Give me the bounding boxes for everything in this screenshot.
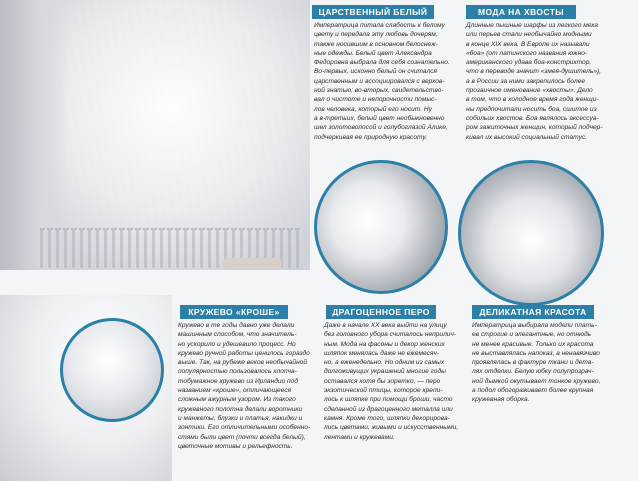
text-line: ев строгие и элегантные, но отнюдь — [472, 331, 592, 339]
text-line: ром зажиточных женщин, который подчер- — [466, 124, 603, 132]
text-line: американского удава боа-констриктор, — [466, 59, 592, 67]
text-line: шляпок менялась даже не ежемесяч- — [324, 349, 440, 357]
text-line: долгоживущих украшений многие годы — [324, 368, 446, 376]
text-line: но, а еженедельно. Но одним из самых — [324, 359, 445, 367]
text-line: лись цветами, живыми и искусственными, — [324, 424, 459, 432]
text-line: ные одежды. Белый цвет Александра — [314, 49, 432, 57]
text-line: стями были цвет (почти всегда белый), — [178, 433, 306, 441]
text-line: кружевного полотна делали воротники — [178, 405, 303, 413]
text-line: экзотической птицы, которое крепи- — [324, 387, 443, 395]
hat-feather-circle-photo — [314, 160, 448, 294]
section-title-beauty: ДЕЛИКАТНАЯ КРАСОТА — [472, 305, 594, 319]
text-line: Даже в начале XX века выйти на улицу — [324, 322, 447, 329]
text-line: прозаичное именование «хвосты». Дело — [466, 87, 593, 95]
dress-photo — [0, 0, 310, 270]
text-line: камня. Кроме того, шляпки декорирова- — [324, 414, 450, 422]
section-title-feather: ДРАГОЦЕННОЕ ПЕРО — [326, 305, 436, 319]
section-text-crochet — [178, 321, 320, 451]
text-line: Длинные пышные шарфы из легкого меха — [466, 22, 599, 29]
section-text-white — [314, 21, 464, 142]
text-line: а в-третьих, белый цвет необыкновенно — [314, 114, 445, 122]
text-line: лях отделки. Белую юбку полупрозрач- — [472, 368, 594, 376]
text-line: лось к шляпке при помощи броши, часто — [324, 396, 453, 404]
text-line: проявлялась в фактуре ткани и дета- — [472, 359, 594, 367]
text-line: сделанной из драгоценного металла или — [324, 405, 453, 413]
text-line: Кружево в те годы давно уже делали — [178, 322, 295, 329]
text-line: Федоровна выбрала для себя сознательно. — [314, 59, 450, 67]
text-line: или перьев стали необычайно модными — [466, 31, 592, 39]
text-line: выше. Так, на рубеже веков необычайной — [178, 359, 308, 367]
text-line: подчеркивая ее природную красоту. — [314, 133, 428, 141]
section-title-white: ЦАРСТВЕННЫЙ БЕЛЫЙ — [312, 5, 434, 19]
text-line: ным. Мода на фасоны и декор женских — [324, 340, 445, 348]
text-line: вал о чистоте и непорочности помыс- — [314, 96, 437, 104]
text-line: ной дымкой окутывает тонкое кружево, — [472, 377, 601, 385]
section-text-feather — [324, 321, 470, 442]
text-line: названием «кроше», отличающееся — [178, 387, 292, 395]
text-line: лентами и кружевами. — [324, 433, 395, 441]
text-line: собольих хвостов. Боа являлось аксессуа- — [466, 114, 599, 122]
text-line: в конце XIX века. В Европе их называли — [466, 40, 590, 48]
text-line: оставался хотя бы зоретко, — перо — [324, 377, 441, 385]
text-line: также носившим в основном белоснеж- — [314, 40, 438, 48]
dress-back-circle-photo — [458, 160, 604, 306]
text-line: царственным и ассоциировался с верхов- — [314, 77, 445, 85]
text-line: что в переводе значит «змея-душитель»), — [466, 68, 602, 76]
text-line: цвету и передала эту любовь дочерям, — [314, 31, 438, 39]
text-line: а в России за ними закрепилось более — [466, 77, 585, 85]
text-line: машинным способом, что значитель- — [178, 331, 297, 339]
text-line: цветочные мотивы и рельефность. — [178, 442, 293, 450]
text-line: не менее красивые. Только их красота — [472, 340, 594, 348]
text-line: Во-первых, исконно белый он считался — [314, 68, 438, 76]
text-line: Императрица выбирала модели плать- — [472, 322, 597, 329]
lace-zoom-circle — [60, 318, 164, 422]
text-line: а подол обогораживает более крупная — [472, 387, 594, 395]
text-line: тобумажное кружево из Ирландии под — [178, 377, 298, 385]
text-line: без головного убора считалось неприлич- — [324, 331, 457, 339]
text-line: кивал их высокий социальный статус. — [466, 133, 587, 141]
text-line: в том, что в холодное время года женщи- — [466, 96, 599, 104]
section-title-crochet: КРУЖЕВО «КРОШЕ» — [180, 305, 288, 319]
text-line: популярностью пользовалось хлопча- — [178, 368, 297, 376]
text-line: сложным ажурным узором. Из такого — [178, 396, 296, 404]
text-line: не выставлялась напоказ, а ненавязчиво — [472, 349, 600, 357]
text-line: лов человека, который его носит. Ну — [314, 105, 432, 113]
text-line: шел золотоволосой и голубоглазой Алике, — [314, 124, 448, 132]
section-title-tails: МОДА НА ХВОСТЫ — [466, 5, 576, 19]
text-line: «боа» (от латинского названия южно- — [466, 49, 588, 57]
text-line: но ускорило и удешевило процесс. Но — [178, 340, 296, 348]
text-line: кружево ручной работы ценилось гораздо — [178, 349, 310, 357]
text-line: ны предпочитали носить боа, сшитое из — [466, 105, 597, 113]
text-line: Императрица питала слабость к белому — [314, 22, 445, 29]
text-line: зонтики. Его отличительными особенно- — [178, 424, 311, 432]
text-line: ной знатью; во-вторых, свидетельство- — [314, 87, 444, 95]
text-line: кружевная оборка. — [472, 396, 530, 404]
section-text-beauty — [472, 321, 616, 405]
doll-shoe — [222, 258, 282, 270]
text-line: и манжеты, блузки и платья, накидки и — [178, 414, 303, 422]
section-text-tails — [466, 21, 616, 142]
